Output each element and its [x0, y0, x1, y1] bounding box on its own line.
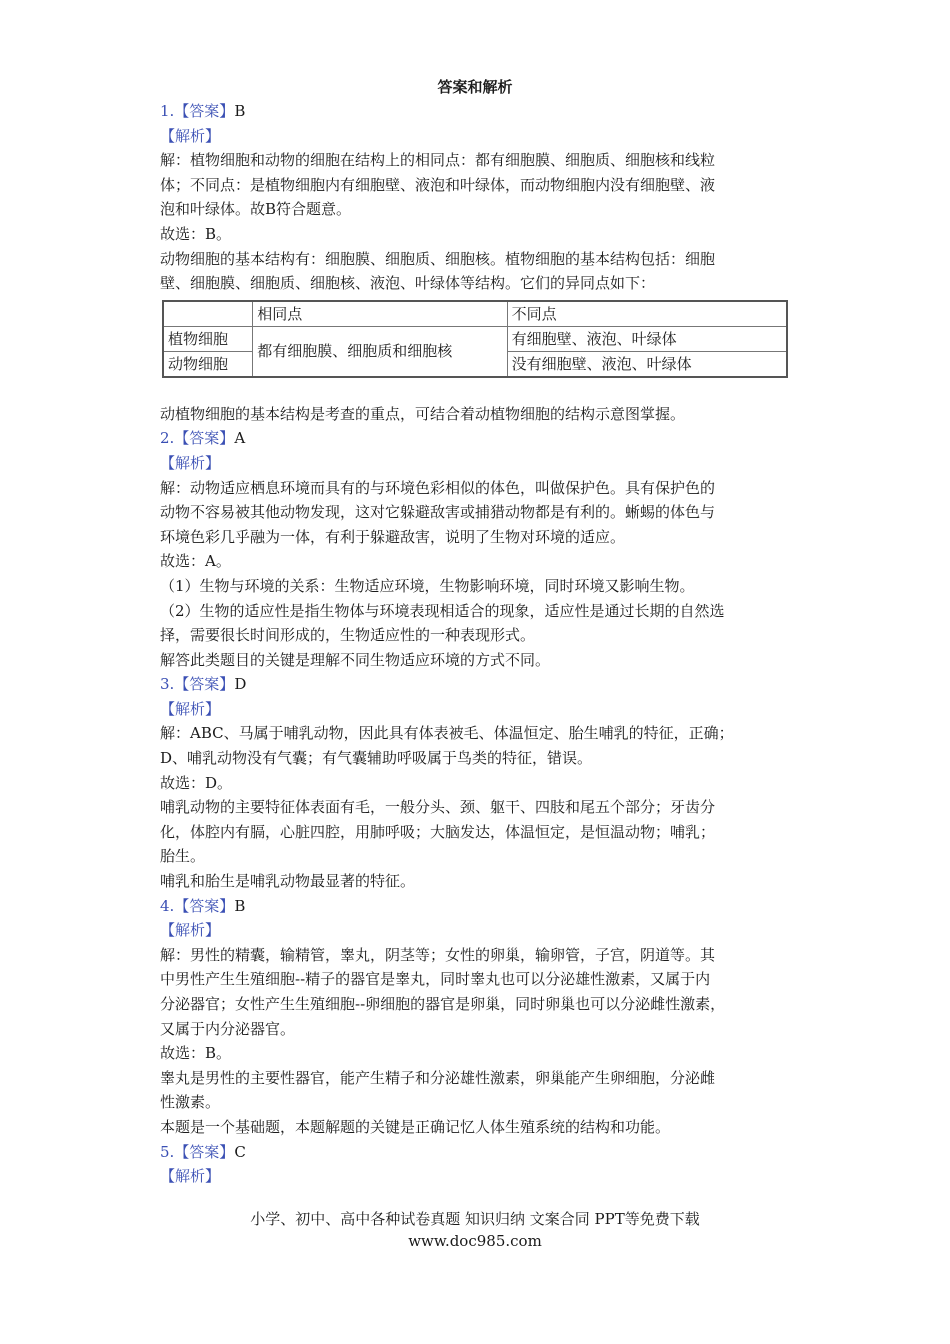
table-row — [163, 326, 787, 351]
q1-line: 壁、细胞膜、细胞质、细胞核、液泡、叶绿体等结构。它们的异同点如下： — [160, 274, 656, 293]
q2-answer — [160, 426, 790, 451]
q3-answer — [160, 672, 790, 697]
q5-analysis-label: 【解析】 — [160, 1167, 221, 1186]
q1-summary: 动植物细胞的基本结构是考查的重点，可结合着动植物细胞的结构示意图掌握。 — [160, 404, 686, 423]
table-diff-cell: 没有细胞壁、液泡、叶绿体 — [507, 351, 787, 377]
q4-line: 解：男性的精囊，输精管，睾丸，阴茎等；女性的卵巢，输卵管，子宫，阴道等。其 — [160, 945, 716, 964]
table-row — [163, 301, 787, 327]
q4-analysis-label: 【解析】 — [160, 921, 221, 940]
q1-line: 故选：B。 — [160, 224, 232, 243]
page-footer — [0, 1208, 950, 1252]
footer-url: www.doc985.com — [408, 1232, 542, 1250]
answer-label: 2.【答案】 — [160, 429, 235, 448]
q4-line: 本题是一个基础题，本题解题的关键是正确记忆人体生殖系统的结构和功能。 — [160, 1117, 671, 1136]
comparison-table-wrap — [160, 300, 790, 378]
q1-line: 动物细胞的基本结构有：细胞膜、细胞质、细胞核。植物细胞的基本结构包括：细胞 — [160, 249, 716, 268]
content-flow — [160, 99, 790, 1189]
answer-letter: B — [234, 102, 246, 120]
q1-line: 体；不同点：是植物细胞内有细胞壁、液泡和叶绿体，而动物细胞内没有细胞壁、液 — [160, 175, 716, 194]
q4-answer — [160, 894, 790, 919]
q2-analysis-label: 【解析】 — [160, 453, 221, 472]
table-header-cell: 不同点 — [507, 301, 787, 327]
q5-answer — [160, 1140, 790, 1165]
q3-line: 化，体腔内有膈，心脏四腔，用肺呼吸；大脑发达，体温恒定，是恒温动物；哺乳； — [160, 822, 716, 841]
q3-line: 解：ABC、马属于哺乳动物，因此具有体表被毛、体温恒定、胎生哺乳的特征，正确； — [160, 724, 734, 743]
q1-line: 泡和叶绿体。故B符合题意。 — [160, 200, 352, 219]
q4-line: 分泌器官；女性产生生殖细胞--卵细胞的器官是卵巢，同时卵巢也可以分泌雌性激素， — [160, 995, 726, 1013]
q4-line: 睾丸是男性的主要性器官，能产生精子和分泌雄性激素，卵巢能产生卵细胞，分泌雌 — [160, 1068, 716, 1087]
q2-line: 解答此类题目的关键是理解不同生物适应环境的方式不同。 — [160, 650, 551, 669]
table-diff-cell: 有细胞壁、液泡、叶绿体 — [507, 326, 787, 351]
q2-line: 择，需要很长时间形成的，生物适应性的一种表现形式。 — [160, 626, 536, 645]
table-row-name: 动物细胞 — [163, 351, 253, 377]
q1-line: 解：植物细胞和动物的细胞在结构上的相同点：都有细胞膜、细胞质、细胞核和线粒 — [160, 151, 716, 170]
q2-line: （1）生物与环境的关系：生物适应环境，生物影响环境，同时环境又影响生物。 — [160, 576, 695, 595]
answer-label: 1.【答案】 — [160, 102, 235, 120]
q2-line: 解：动物适应栖息环境而具有的与环境色彩相似的体色，叫做保护色。具有保护色的 — [160, 478, 716, 497]
q3-line: 哺乳动物的主要特征体表面有毛，一般分头、颈、躯干、四肢和尾五个部分；牙齿分 — [160, 798, 716, 817]
q4-line: 中男性产生生殖细胞--精子的器官是睾丸，同时睾丸也可以分泌雄性激素，又属于内 — [160, 970, 711, 989]
answer-label: 4.【答案】 — [160, 896, 235, 915]
q1-analysis-label: 【解析】 — [160, 126, 221, 145]
comparison-table — [162, 300, 788, 378]
footer-text: 小学、初中、高中各种试卷真题 知识归纳 文案合同 PPT等免费下载 — [250, 1210, 700, 1228]
q2-line: 动物不容易被其他动物发现，这对它躲避敌害或捕猎动物都是有利的。蜥蜴的体色与 — [160, 503, 716, 522]
answer-letter: C — [234, 1142, 246, 1161]
q4-line: 又属于内分泌器官。 — [160, 1019, 296, 1038]
answer-letter: B — [234, 896, 246, 915]
answer-label: 5.【答案】 — [160, 1142, 235, 1161]
q1-answer — [160, 99, 790, 124]
q2-line: 环境色彩几乎融为一体，有利于躲避敌害，说明了生物对环境的适应。 — [160, 527, 626, 546]
answer-letter: D — [234, 675, 247, 694]
q2-line: 故选：A。 — [160, 552, 231, 571]
q2-line: （2）生物的适应性是指生物体与环境表现相适合的现象，适应性是通过长期的自然选 — [160, 601, 725, 620]
q4-line: 性激素。 — [160, 1093, 221, 1112]
q4-line: 故选：B。 — [160, 1044, 232, 1063]
q3-line: 胎生。 — [160, 847, 206, 866]
table-row-name: 植物细胞 — [163, 326, 253, 351]
q3-analysis-label: 【解析】 — [160, 699, 221, 718]
answer-label: 3.【答案】 — [160, 675, 235, 694]
table-common-cell: 都有细胞膜、细胞质和细胞核 — [253, 326, 507, 377]
q3-line: 哺乳和胎生是哺乳动物最显著的特征。 — [160, 872, 416, 891]
table-header-cell: 相同点 — [253, 301, 507, 327]
table-cell — [163, 301, 253, 327]
q3-line: 故选：D。 — [160, 773, 233, 792]
q3-line: D、哺乳动物没有气囊；有气囊辅助呼吸属于鸟类的特征，错误。 — [160, 749, 593, 768]
answer-letter: A — [234, 429, 246, 448]
page-title: 答案和解析 — [437, 78, 513, 96]
